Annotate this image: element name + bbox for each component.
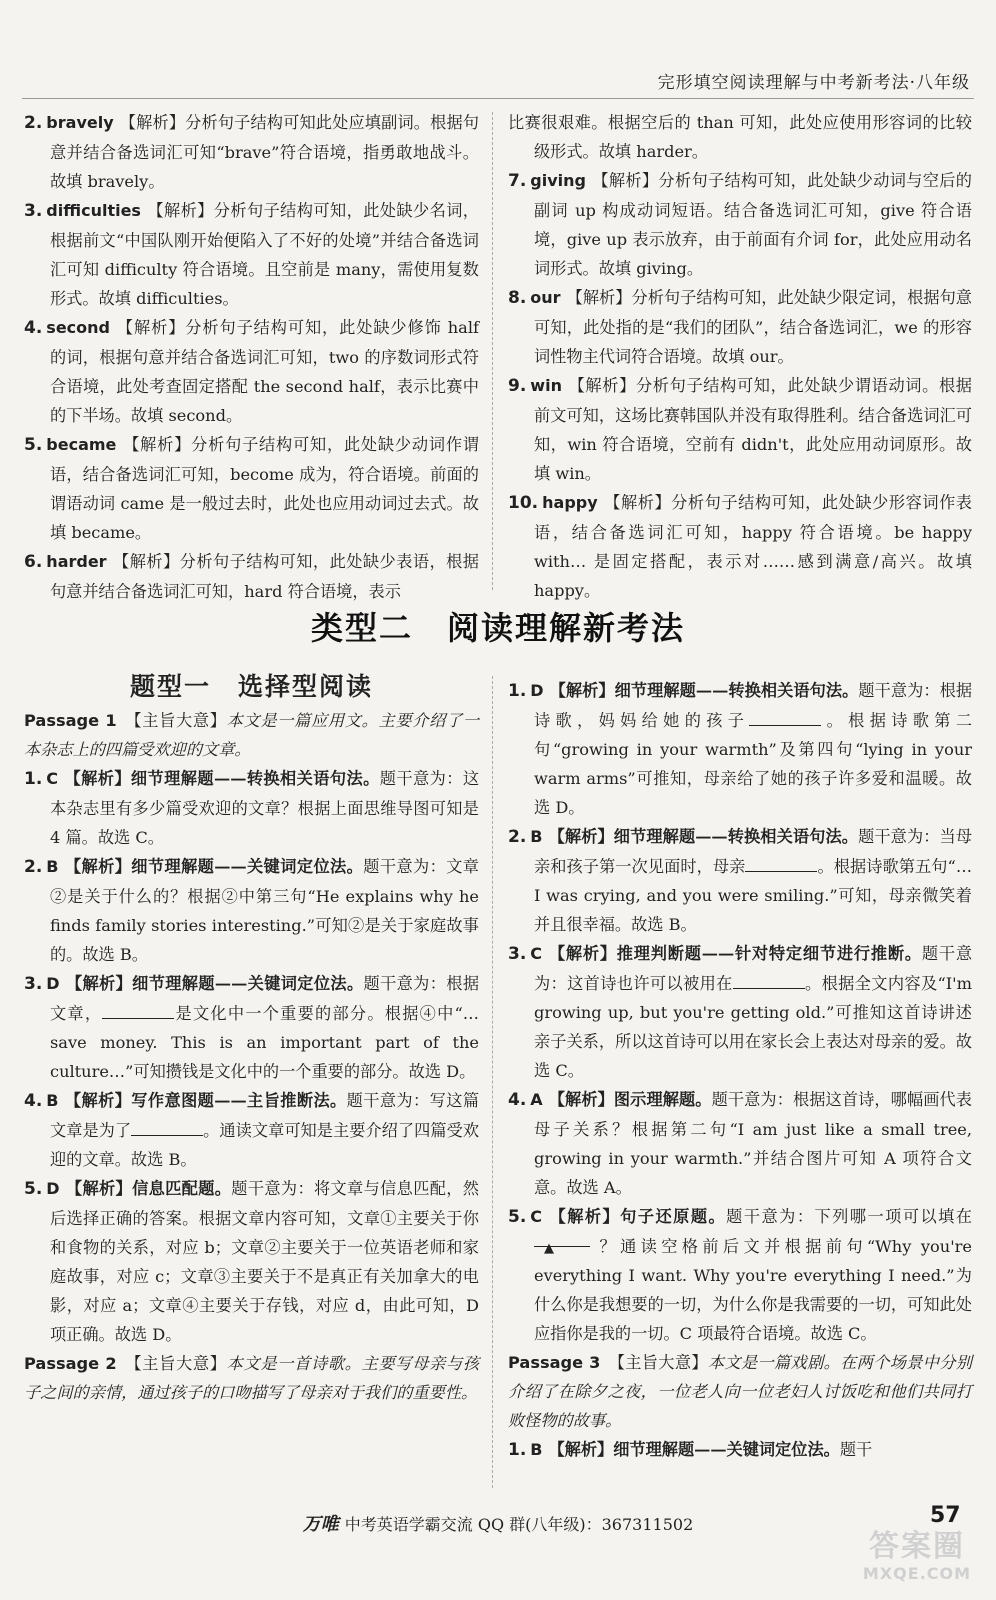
- answer-item: 比赛很艰难。根据空后的 than 可知，此处应使用形容词的比较级形式。故填 harder。: [508, 113, 972, 161]
- column-divider: [492, 676, 493, 1488]
- answer-item: 5. became 【解析】分析句子结构可知，此处缺少动词作谓语，结合备选词汇可知，become 成为，符合语境。前面的谓语动词 came 是一般过去时，此处也应用动词过去式。故填 became。: [24, 435, 479, 542]
- answer-item: 1. C 【解析】细节理解题——转换相关语句法。题干意为：这本杂志里有多少篇受欢迎的文章？根据上面思维导图可知是 4 篇。故选 C。: [24, 769, 480, 847]
- answer-item: 8. our 【解析】分析句子结构可知，此处缺少限定词，根据句意可知，此处指的是“我们的团队”，结合备选词汇，we 的形容词性物主代词符合语境。故填 our。: [508, 288, 972, 366]
- watermark: 答案圈 MXQE.COM: [862, 1529, 972, 1583]
- answer-blank: [733, 974, 805, 989]
- answer-column-right-top: [508, 108, 972, 605]
- column-divider: [492, 112, 493, 590]
- answer-item: 3. D 【解析】细节理解题——关键词定位法。题干意为：根据文章， 是文化中一个重要的部分。根据④中“… save money. This is an important part of the culture…”可知攒钱是文化中的一个重要的部分。故选 D。: [24, 974, 480, 1081]
- answer-blank: [749, 711, 821, 726]
- answer-item: 2. bravely 【解析】分析句子结构可知此处应填副词。根据句意并结合备选词汇可知“brave”符合语境，指勇敢地战斗。故填 bravely。: [24, 113, 479, 191]
- answer-item: 1. D 【解析】细节理解题——转换相关语句法。题干意为：根据诗歌，妈妈给她的孩子 。根据诗歌第二句“growing in your warmth”及第四句“lying in your warm arms”可推知，母亲给了她的孩子许多爱和温暖。故选 D。: [508, 681, 973, 817]
- triangle-mark-icon: ▲: [544, 1241, 554, 1256]
- footer-text: 中考英语学霸交流 QQ 群(八年级)：367311502: [344, 1515, 694, 1534]
- running-header: 完形填空阅读理解与中考新考法·八年级: [657, 73, 970, 93]
- answer-item: 1. B 【解析】细节理解题——关键词定位法。题干: [508, 1440, 873, 1460]
- passage-summary: Passage 3 【主旨大意】本文是一篇戏剧。在两个场景中分别介绍了在除夕之夜，一位老人向一位老妇人讨饭吃和他们共同打败怪物的故事。: [508, 1353, 973, 1430]
- answer-item: 6. harder 【解析】分析句子结构可知，此处缺少表语，根据句意并结合备选词汇可知，hard 符合语境，表示: [24, 552, 479, 601]
- answer-item: 3. C 【解析】推理判断题——针对特定细节进行推断。题干意为：这首诗也许可以被用在 。根据全文内容及“I'm growing up, but you're getting old.”可推知这首诗讲述亲子关系，所以这首诗可以用在家长会上表达对母亲的爱。故选 C。: [508, 944, 973, 1080]
- answer-blank: [131, 1121, 203, 1136]
- header-rule: [22, 98, 974, 99]
- answer-blank: [102, 1004, 174, 1019]
- answer-item: 5. D 【解析】信息匹配题。题干意为：将文章与信息匹配，然后选择正确的答案。根据文章内容可知，文章①主要关于你和食物的关系，对应 b；文章②主要关于一位英语老师和家庭故事，对应 c；文章③主要关于不是真正有关加拿大的电影，对应 a；文章④主要关于存钱，对应 d，由此可知，D 项正确。故选 D。: [24, 1179, 479, 1344]
- answer-item: 2. B 【解析】细节理解题——转换相关语句法。题干意为：当母亲和孩子第一次见面时，母亲 。根据诗歌第五句“… I was crying, and you were smiling.”可知，母亲微笑着并且很幸福。故选 B。: [508, 827, 973, 934]
- answer-item: 4. B 【解析】写作意图题——主旨推断法。题干意为：写这篇文章是为了 。通读文章可知是主要介绍了四篇受欢迎的文章。故选 B。: [24, 1091, 480, 1169]
- answer-item: 4. second 【解析】分析句子结构可知，此处缺少修饰 half 的词，根据句意并结合备选词汇可知，two 的序数词形式符合语境，此处考查固定搭配 the second half，表示比赛中的下半场。故填 second。: [24, 318, 479, 425]
- answer-item: 2. B 【解析】细节理解题——关键词定位法。题干意为：文章②是关于什么的？根据②中第三句“He explains why he finds family stories interesting.”可知②是关于家庭故事的。故选 B。: [24, 857, 479, 964]
- answer-item: 7. giving 【解析】分析句子结构可知，此处缺少动词与空后的副词 up 构成动词短语。结合备选词汇可知，give 符合语境，give up 表示放弃，由于前面有介词 for，此处应用动名词形式。故填 giving。: [508, 171, 972, 278]
- answer-blank: [745, 857, 817, 872]
- answer-blank: [534, 1232, 590, 1256]
- page-footer: [0, 1510, 996, 1536]
- answer-item: 3. difficulties 【解析】分析句子结构可知，此处缺少名词，根据前文“中国队刚开始便陷入了不好的处境”并结合备选词汇可知 difficulty 符合语境。且空前是 many，需使用复数形式。故填 difficulties。: [24, 201, 479, 308]
- passage-summary: Passage 1 【主旨大意】本文是一篇应用文。主要介绍了一本杂志上的四篇受欢迎的文章。: [24, 711, 480, 759]
- answer-column-left-bottom: [24, 706, 479, 1407]
- answer-column-left-top: [24, 108, 479, 606]
- answer-item: 4. A 【解析】图示理解题。题干意为：根据这首诗，哪幅画代表母子关系？根据第二句“I am just like a small tree, growing in your warmth.”并结合图片可知 A 项符合文意。故选 A。: [508, 1090, 972, 1197]
- answer-item: 9. win 【解析】分析句子结构可知，此处缺少谓语动词。根据前文可知，这场比赛韩国队并没有取得胜利。结合备选词汇可知，win 符合语境，空前有 didn't，此处应用动词原形。故填 win。: [508, 376, 972, 483]
- subsection-title: 题型一 选择型阅读: [129, 672, 373, 701]
- section-title: 类型二 阅读理解新考法: [310, 609, 685, 647]
- answer-item: 5. C 【解析】句子还原题。题干意为：下列哪一项可以填在 ▲ ？通读空格前后文并根据前句“Why you're everything I want. Why you're everything I need.”为什么你是我想要的一切，为什么你是我需要的一切，可知此处应指你是我的一切。C 项最符合语境。故选 C。: [508, 1207, 972, 1343]
- page-number: 57: [930, 1503, 961, 1528]
- answer-column-right-bottom: [508, 676, 972, 1465]
- answer-item: 10. happy 【解析】分析句子结构可知，此处缺少形容词作表语，结合备选词汇可知，happy 符合语境。be happy with… 是固定搭配，表示对……感到满意/高兴。故填 happy。: [508, 493, 972, 600]
- brand-logo: 万唯: [302, 1514, 339, 1535]
- passage-summary: Passage 2 【主旨大意】本文是一首诗歌。主要写母亲与孩子之间的亲情，通过孩子的口吻描写了母亲对于我们的重要性。: [24, 1354, 480, 1402]
